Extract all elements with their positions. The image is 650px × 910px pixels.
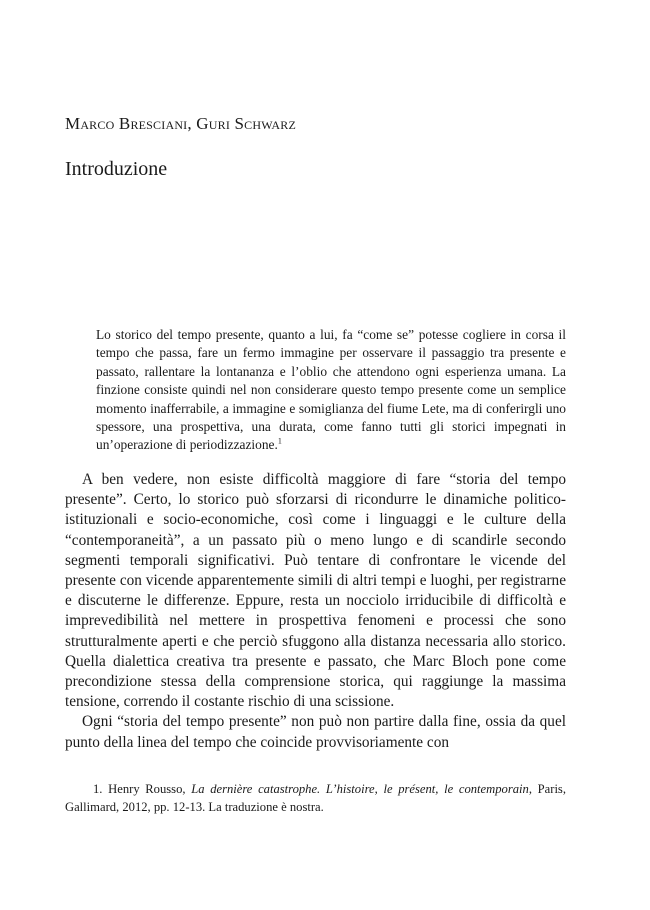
body-paragraph: Ogni “storia del tempo presente” non può non partire dalla fine, ossia da quel punto della linea del tempo che coincide provvisoriamente con [65, 713, 566, 751]
footnote [65, 780, 566, 816]
footnote-entry [65, 780, 566, 816]
footnote-details: , Paris, Gallimard, 2012, pp. 12-13. La traduzione è nostra. [65, 782, 566, 814]
footnote-number: 1. [93, 782, 103, 796]
epigraph-quote [96, 326, 566, 455]
chapter-authors: Marco Bresciani, Guri Schwarz [65, 114, 296, 133]
chapter-title: Introduzione [65, 158, 168, 180]
body-text [65, 470, 566, 753]
body-paragraph: A ben vedere, non esiste difficoltà maggiore di fare “storia del tempo presente”. Certo, lo storico può sforzarsi di ricondurre le dinamiche politico-istituzionali e socio-economiche, così come i linguaggi e le culture della “contemporaneità”, a un passato più o meno lungo e di scandirle secondo segmenti temporali significativi. Può tentare di confrontare le vicende del presente con vicende apparentemente simili di altri tempi e luoghi, per registrarne e discuterne le differenze. Eppure, resta un nocciolo irriducibile di difficoltà e imprevedibilità nel mettere in prospettiva fenomeni e processi che sono strutturalmente aperti e che perciò sfuggono alla distanza necessaria allo storico. Quella dialettica creativa tra presente e passato, che Marc Bloch pone come precondizione stessa della comprensione storica, qui raggiunge la massima tensione, correndo il costante rischio di una scissione. [65, 471, 566, 711]
footnote-author: Henry Rousso, [108, 782, 186, 796]
footnote-work-title: La dernière catastrophe. L’histoire, le présent, le contemporain [191, 782, 529, 796]
epigraph-text: Lo storico del tempo presente, quanto a lui, fa “come se” potesse cogliere in corsa il tempo che passa, fare un fermo immagine per osservare il passaggio tra presente e passato, rallentare la lontananza e l’oblio che attendono ogni esperienza umana. La finzione consiste quindi nel non considerare questo tempo presente come un semplice momento inafferrabile, a immagine e somiglianza del fiume Lete, ma di conferirgli uno spessore, una prospettiva, una durata, come fanno tutti gli storici impegnati in un’operazione di periodizzazione. [96, 327, 566, 453]
footnote-reference[interactable]: 1 [277, 436, 282, 446]
